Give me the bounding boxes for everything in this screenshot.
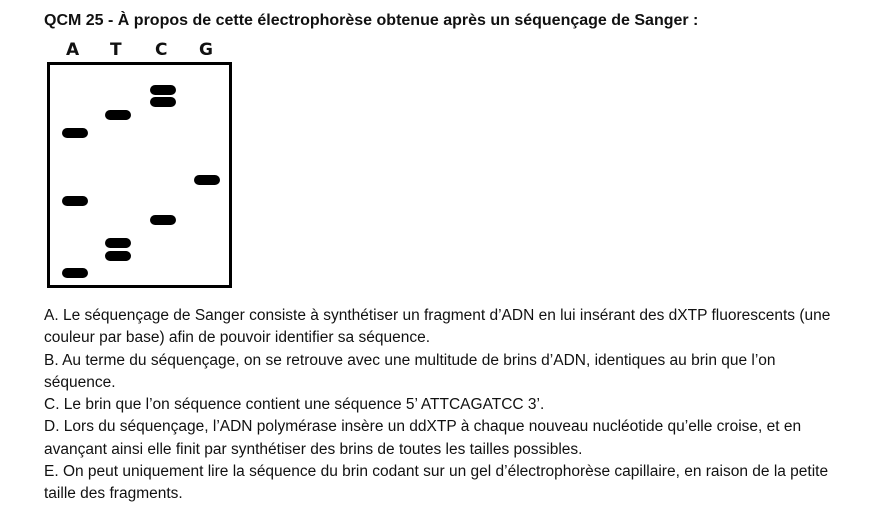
band-c-2 [150, 97, 176, 107]
electrophoresis-gel [47, 62, 232, 288]
band-g-5 [194, 175, 220, 185]
lane-label-a: A [66, 40, 80, 60]
option-b: B. Au terme du séquençage, on se retrouve avec une multitude de brins d’ADN, identiques au brin que l’on séquence. [44, 351, 776, 391]
band-t-9 [105, 251, 131, 261]
lane-label-c: C [155, 40, 168, 60]
option-c: C. Le brin que l’on séquence contient une séquence 5’ ATTCAGATCC 3’. [44, 396, 545, 414]
lane-label-t: T [110, 40, 122, 60]
question-title: QCM 25 - À propos de cette électrophorèse obtenue après un séquençage de Sanger : [44, 12, 699, 29]
band-t-3 [105, 110, 131, 120]
option-e: E. On peut uniquement lire la séquence du brin codant sur un gel d’électrophorèse capillaire, en raison de la petite taille des fragments. [44, 463, 829, 503]
answer-options [44, 305, 849, 506]
lane-label-g: G [199, 40, 213, 60]
option-d: D. Lors du séquençage, l’ADN polymérase insère un ddXTP à chaque nouveau nucléotide qu’elle croise, et en avançant ainsi elle finit par synthétiser des brins de toutes les tailles possibles. [44, 418, 802, 458]
band-t-8 [105, 238, 131, 248]
option-a: A. Le séquençage de Sanger consiste à synthétiser un fragment d’ADN en lui insérant des dXTP fluorescents (une couleur par base) afin de pouvoir identifier sa séquence. [44, 307, 831, 347]
band-a-4 [62, 128, 88, 138]
band-a-6 [62, 196, 88, 206]
band-c-1 [150, 85, 176, 95]
band-c-7 [150, 215, 176, 225]
band-a-10 [62, 268, 88, 278]
